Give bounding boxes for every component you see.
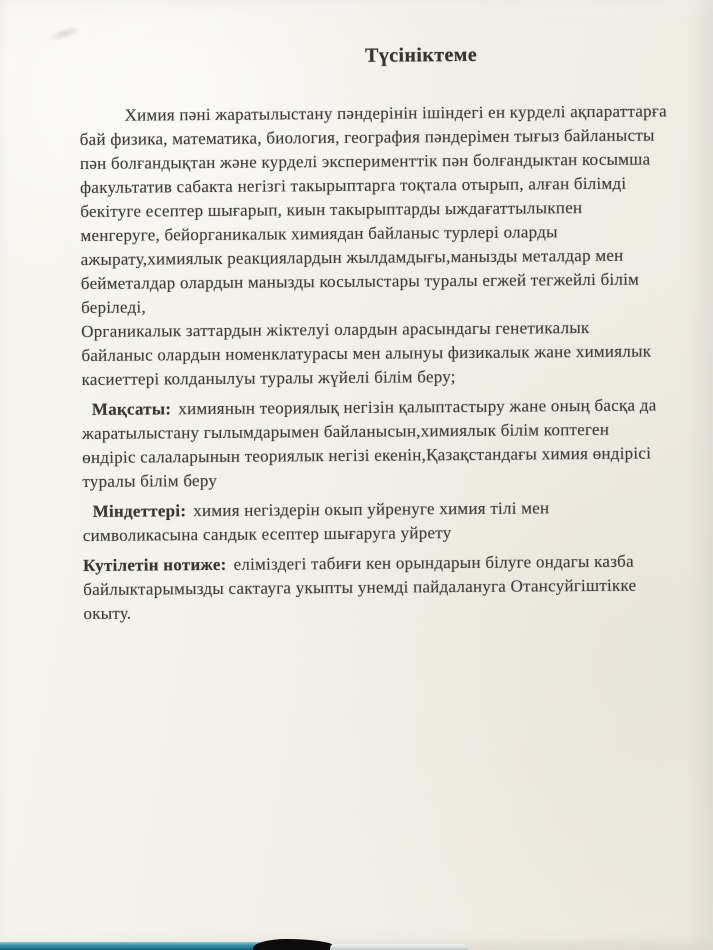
paragraph-organic-chemistry: Органикалык заттардын жіктелуі олардын арасындагы генетикалык байланыс олардын номенклатурасы мен алынуы физикалык жане химиялык касиеттері колданылуы туралы жүйелі білім беру; bbox=[81, 317, 652, 389]
tasks-text: химия негіздерін окып уйренуге химия тілі мен символикасына сандык есептер шығаруга уйрету bbox=[82, 498, 550, 545]
paragraph-overview: Химия пәні жаратылыстану пәндерінін ішіндегі ен курделі ақпараттарға бай физика, математика, биология, география пәндерімен тығыз байланысты пән болғандықтан және курделі эксперименттік пән болғандыктан косымша факультатив сабакта негізгі такырыптарга тоқтала отырып, алған білімді бекітуге есептер шығарып, киын такырыптарды ыждағаттылыкпен менгеруге, бейорганикалык химиядан байланыс турлері оларды ажырату,химиялык реакциялардын жылдамдығы,манызды металдар мен бейметалдар олардын манызды косылыстары туралы егжей тегжейлі білім беріледі, bbox=[79, 101, 667, 317]
scan-edge-teal-bar bbox=[0, 942, 268, 950]
goal-label: Мақсаты: bbox=[91, 399, 172, 419]
document-text bbox=[79, 41, 710, 626]
expected-result-label: Кутілетін нотиже: bbox=[83, 554, 227, 575]
scan-edge-silver-object bbox=[330, 944, 468, 950]
scan-edge-black-object bbox=[253, 939, 335, 950]
paragraph-goal bbox=[82, 393, 709, 494]
paragraph-expected-result bbox=[83, 549, 710, 626]
paragraph-tasks bbox=[83, 495, 709, 548]
scan-smudge-artifact bbox=[47, 23, 83, 44]
page-title: Түсініктеме bbox=[364, 43, 478, 67]
tasks-label: Міндеттері: bbox=[92, 501, 187, 521]
goal-text: химиянын теориялық негізін қалыптастыру жане оның басқа да жаратылыстану гылымдарымен байланысын,химиялык білім коптеген өндіріс салаларынын теориялык негізі екенін,Қазақстандағы химия өндірісі туралы білім беру bbox=[81, 395, 657, 491]
expected-result-text: еліміздегі табиғи кен орындарын білуге ондагы казба байлыктарымызды сактауга укыпты унемді пайдалануга Отансуйгіштікке окыту. bbox=[83, 551, 637, 623]
